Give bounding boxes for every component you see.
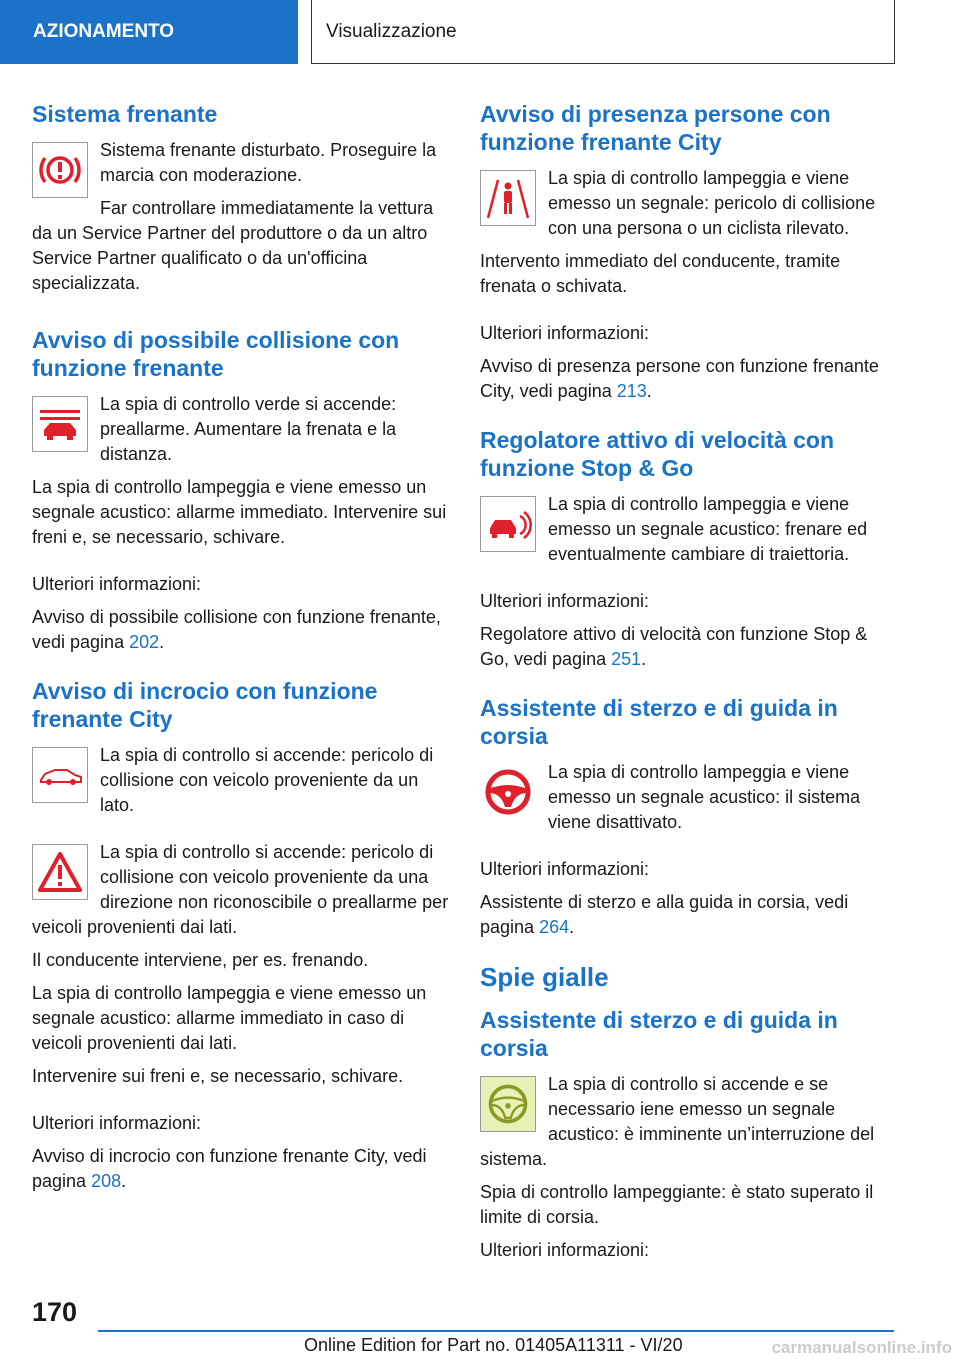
reference-end: . xyxy=(159,632,165,652)
page-link[interactable]: 251 xyxy=(611,649,642,669)
page-link[interactable]: 264 xyxy=(539,917,570,937)
left-column xyxy=(32,100,450,1202)
pedestrian-warning-icon xyxy=(480,170,536,226)
reference-end: . xyxy=(121,1171,127,1191)
reference-text: Avviso di incrocio con funzione frenante City, vedi pagina xyxy=(32,1146,427,1191)
paragraph: Spia di controllo lampeggiante: è stato superato il limite di corsia. xyxy=(480,1182,874,1227)
warning-triangle-icon xyxy=(32,844,88,900)
paragraph: La spia di controllo si accende e se necessario iene emesso un segnale acustico: è imminente un’interruzione del sistema. xyxy=(480,1074,875,1169)
brake-warning-icon xyxy=(32,142,88,198)
more-info-label: Ulteriori informazioni: xyxy=(480,323,650,343)
paragraph: Intervento immediato del conducente, tramite frenata o schivata. xyxy=(480,251,841,296)
edition-footer: Online Edition for Part no. 01405A11311 - VI/20 xyxy=(304,1335,683,1355)
section-tab: Visualizzazione xyxy=(311,0,895,64)
reference-text: Avviso di possibile collisione con funzione frenante, vedi pagina xyxy=(32,607,441,652)
reference-end: . xyxy=(646,381,652,401)
footer-divider xyxy=(98,1330,894,1332)
page-reference xyxy=(32,605,450,655)
reference-text: Assistente di sterzo e alla guida in corsia, vedi pagina xyxy=(480,892,849,937)
watermark: carmanualsonline.info xyxy=(771,1338,952,1357)
section-title: Regolatore attivo di velocità con funzione Stop & Go xyxy=(480,427,835,481)
yellow-lights-heading: Spie gialle xyxy=(480,962,609,992)
page-link[interactable]: 208 xyxy=(91,1171,122,1191)
paragraph: Intervenire sui freni e, se necessario, schivare. xyxy=(32,1066,404,1086)
reference-text: Regolatore attivo di velocità con funzione Stop & Go, vedi pagina xyxy=(480,624,868,669)
more-info-label: Ulteriori informazioni: xyxy=(32,574,202,594)
paragraph: La spia di controllo lampeggia e viene emesso un segnale acustico: il sistema viene disattivato. xyxy=(548,762,861,832)
section-title: Assistente di sterzo e di guida in corsia xyxy=(480,695,838,749)
page-reference xyxy=(480,890,898,940)
paragraph: La spia di controllo lampeggia e viene emesso un segnale acustico: frenare ed eventualmente cambiare di traiettoria. xyxy=(548,494,868,564)
paragraph: La spia di controllo verde si accende: preallarme. Aumentare la frenata e la distanza. xyxy=(100,394,397,464)
cruise-control-warning-icon xyxy=(480,496,536,552)
section-title: Assistente di sterzo e di guida in corsia xyxy=(480,1007,838,1061)
paragraph: La spia di controllo si accende: pericolo di collisione con veicolo proveniente da un lato. xyxy=(100,745,434,815)
section-title: Avviso di incrocio con funzione frenante City xyxy=(32,678,378,732)
steering-wheel-red-icon xyxy=(480,764,536,820)
chapter-header: AZIONAMENTO xyxy=(0,0,298,64)
more-info-label: Ulteriori informazioni: xyxy=(480,1240,650,1260)
more-info-label: Ulteriori informazioni: xyxy=(480,591,650,611)
section-title: Avviso di possibile collisione con funzione frenante xyxy=(32,327,400,381)
section-title: Avviso di presenza persone con funzione frenante City xyxy=(480,101,831,155)
cross-traffic-icon xyxy=(32,747,88,803)
paragraph: Il conducente interviene, per es. frenando. xyxy=(32,950,369,970)
reference-end: . xyxy=(569,917,575,937)
steering-wheel-yellow-icon xyxy=(480,1076,536,1132)
right-column xyxy=(480,100,898,1271)
section-title: Sistema frenante xyxy=(32,101,218,127)
reference-end: . xyxy=(641,649,647,669)
paragraph: Far controllare immediatamente la vettura da un Service Partner del produttore o da un altro Service Partner qualificato o da un'officina specializzata. xyxy=(32,198,434,293)
paragraph: Sistema frenante disturbato. Proseguire la marcia con moderazione. xyxy=(100,140,437,185)
reference-text: Avviso di presenza persone con funzione frenante City, vedi pagina xyxy=(480,356,879,401)
more-info-label: Ulteriori informazioni: xyxy=(32,1113,202,1133)
paragraph: La spia di controllo lampeggia e viene emesso un segnale acustico: allarme immediato. Intervenire sui freni e, se necessario, schivare. xyxy=(32,477,447,547)
page-reference xyxy=(480,622,898,672)
paragraph: La spia di controllo si accende: pericolo di collisione con veicolo proveniente da una direzione non riconoscibile o preallarme per veicoli provenienti dai lati. xyxy=(32,842,449,937)
page-reference xyxy=(32,1144,450,1194)
page-reference xyxy=(480,354,898,404)
paragraph: La spia di controllo lampeggia e viene emesso un segnale acustico: allarme immediato in caso di veicoli provenienti dai lati. xyxy=(32,983,427,1053)
collision-warning-icon xyxy=(32,396,88,452)
paragraph: La spia di controllo lampeggia e viene emesso un segnale: pericolo di collisione con una persona o un ciclista rilevato. xyxy=(548,168,876,238)
page-link[interactable]: 213 xyxy=(616,381,647,401)
more-info-label: Ulteriori informazioni: xyxy=(480,859,650,879)
page-number: 170 xyxy=(32,1297,78,1327)
page-link[interactable]: 202 xyxy=(129,632,160,652)
